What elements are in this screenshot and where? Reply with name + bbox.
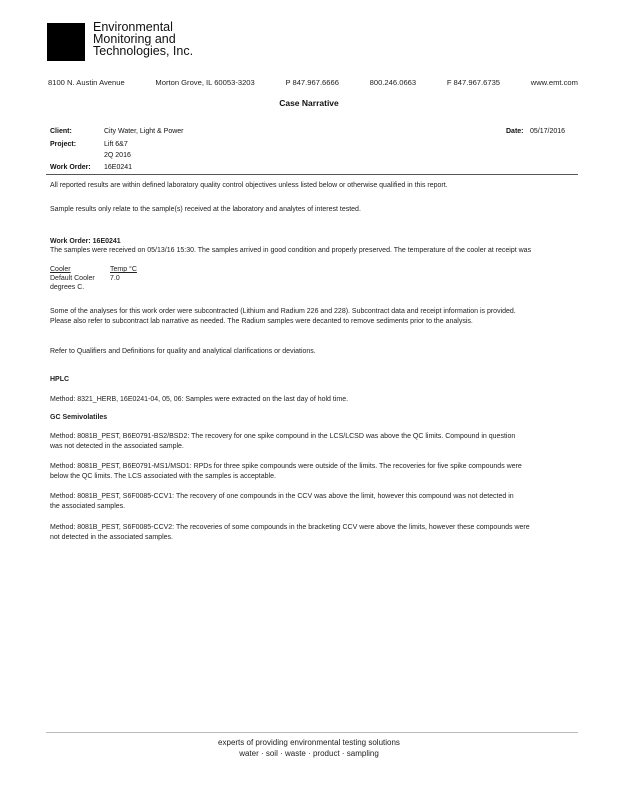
hplc-heading: HPLC — [50, 376, 70, 383]
client-label: Client: — [50, 128, 72, 135]
temp-header: Temp °C — [110, 266, 137, 273]
address-street: 8100 N. Austin Avenue — [48, 78, 125, 87]
qualifiers-text: Refer to Qualifiers and Definitions for quality and analytical clarifications or deviations. — [50, 348, 316, 355]
cooler-name: Default Cooler — [50, 275, 95, 282]
company-name — [93, 21, 193, 57]
page-title: Case Narrative — [279, 98, 339, 108]
cooler-table-header — [50, 265, 137, 274]
gc-heading: GC Semivolatiles — [50, 414, 108, 421]
footer-services: water · soil · waste · product · sampling — [239, 749, 379, 758]
company-name-line-1: Environmental — [93, 20, 173, 34]
cooler-header: Cooler — [50, 266, 71, 273]
company-logo-mark — [47, 23, 85, 61]
address-city: Morton Grove, IL 60053-3203 — [155, 78, 255, 87]
address-tollfree: 800.246.0663 — [369, 78, 417, 87]
gc-paragraph-2: Method: 8081B_PEST, B6E0791-MS1/MSD1: RPDs for three spike compounds were outside of the limits. The recoveries for five spike compounds were below the QC limits. The LCS associated with the samples is acceptable. — [50, 463, 522, 480]
gc-paragraph-4: Method: 8081B_PEST, S6F0085-CCV2: The recoveries of some compounds in the bracketing CCV were above the limits, however these compounds were not detected in the associated samples. — [50, 524, 530, 541]
subcontract-text: Some of the analyses for this work order were subcontracted (Lithium and Radium 226 and 228). Subcontract data and receipt information is provided. Please also refer to subcontract lab narrative as needed. The Radium samples were decanted to remove sediments prior to the analysis. — [50, 308, 516, 325]
degrees-note: degrees C. — [50, 284, 85, 291]
client-value: City Water, Light & Power — [104, 128, 184, 135]
header-divider — [46, 174, 578, 175]
date-label: Date: — [506, 128, 524, 135]
gc-paragraph-1: Method: 8081B_PEST, B6E0791-BS2/BSD2: The recovery for one spike compound in the LCS/LCSD was above the QC limits. Compound in question was not detected in the associated sample. — [50, 433, 516, 450]
footer-divider — [46, 732, 578, 733]
gc-paragraph-3: Method: 8081B_PEST, S6F0085-CCV1: The recovery of one compounds in the CCV was above the limit, however this compound was not detected in the associated samples. — [50, 493, 514, 510]
cooler-table — [50, 265, 137, 292]
hplc-text: Method: 8321_HERB, 16E0241-04, 05, 06: Samples were extracted on the last day of hold time. — [50, 396, 349, 403]
cooler-table-row — [50, 274, 137, 283]
work-order-heading: Work Order: 16E0241 — [50, 238, 121, 245]
address-line — [48, 78, 578, 87]
address-fax: F 847.967.6735 — [446, 78, 501, 87]
address-phone: P 847.967.6666 — [285, 78, 339, 87]
footer-tagline: experts of providing environmental testing solutions — [218, 738, 400, 747]
project-value-1: Lift 6&7 — [104, 141, 128, 148]
receipt-text: The samples were received on 05/13/16 15:30. The samples arrived in good condition and properly preserved. The temperature of the cooler at receipt was — [50, 247, 532, 254]
work-order-value: 16E0241 — [104, 164, 133, 171]
address-web: www.emt.com — [530, 78, 578, 87]
company-name-line-2: Monitoring and — [93, 32, 176, 46]
date-value: 05/17/2016 — [530, 128, 566, 135]
project-label: Project: — [50, 141, 77, 148]
intro-quality-statement: All reported results are within defined laboratory quality control objectives unless listed below or otherwise qualified in this report. — [50, 182, 448, 189]
cooler-temp: 7.0 — [110, 275, 120, 282]
project-value-2: 2Q 2016 — [104, 152, 131, 159]
intro-sample-statement: Sample results only relate to the sample(s) received at the laboratory and analytes of interest tested. — [50, 206, 361, 213]
company-name-line-3: Technologies, Inc. — [93, 44, 194, 58]
work-order-label: Work Order: — [50, 164, 91, 171]
